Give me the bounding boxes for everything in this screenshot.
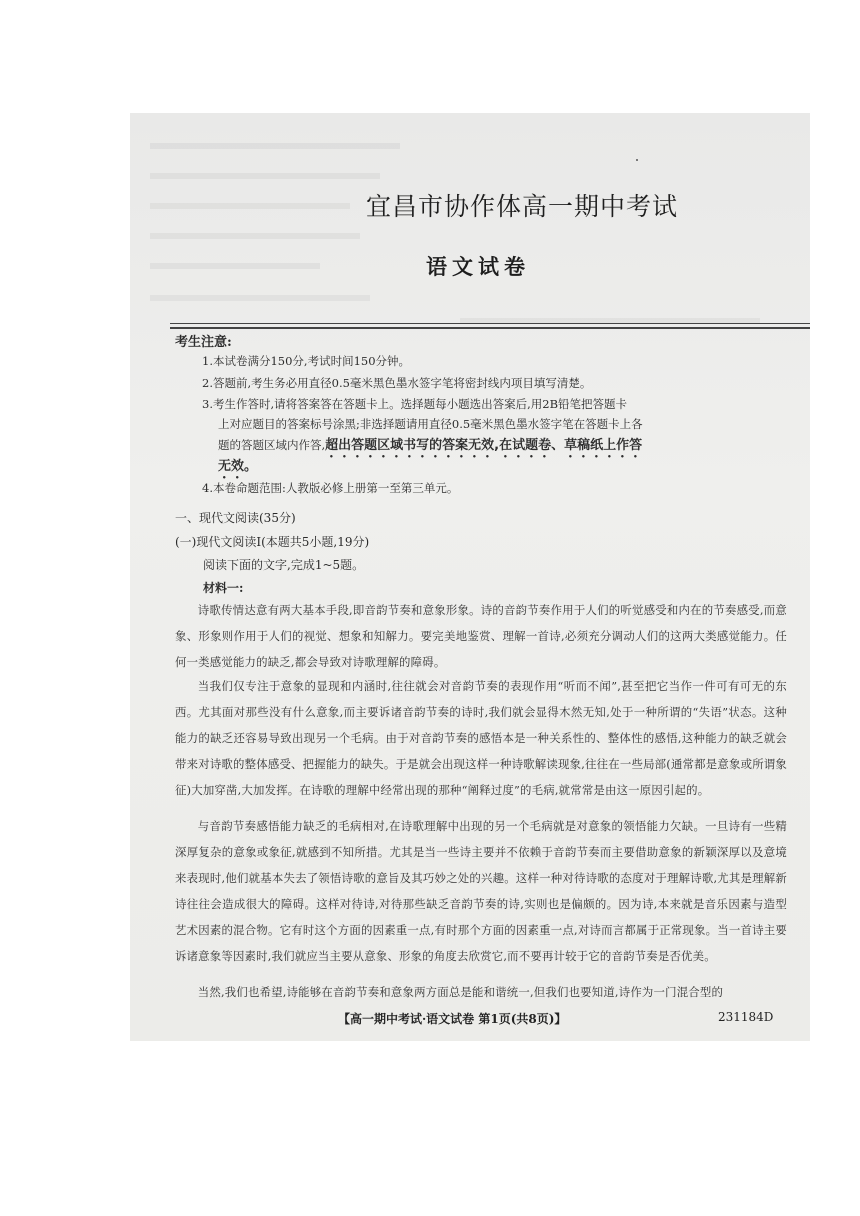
body-paragraph: 当然,我们也希望,诗能够在音韵节奏和意象两方面总是能和谐统一,但我们也要知道,诗作为一门混合型的 <box>197 985 724 999</box>
exam-sheet <box>130 113 810 1041</box>
body-paragraph: 当我们仅专注于意象的显现和内涵时,往往就会对音韵节奏的表现作用“听而不闻”,甚至把它当作一件可有可无的东西。尤其面对那些没有什么意象,而主要诉诸音韵节奏的诗时,我们就会显得木然无知,处于一种所谓的“失语”状态。这种能力的缺乏还容易导致出现另一个毛病。由于对音韵节奏的感悟本是一种关系性的、整体性的感悟,这种能力的缺乏就会带来对诗歌的整体感受、把握能力的缺失。于是就会出现这样一种诗歌解读现象,往往在一些局部(通常都是意象或所谓象征)大加穿凿,大加发挥。在诗歌的理解中经常出现的那种“阐释过度”的毛病,就常常是由这一原因引起的。 <box>175 679 787 797</box>
notice-item <box>218 455 257 482</box>
notice-heading: 考生注意: <box>175 335 232 350</box>
notice-item: 4.本卷命题范围:人教版必修上册第一至第三单元。 <box>202 481 459 495</box>
bleed-through-mark <box>150 143 400 149</box>
exam-title: 宜昌市协作体高一期中考试 <box>366 192 679 221</box>
bleed-through-mark <box>150 295 370 301</box>
body-paragraph: 诗歌传情达意有两大基本手段,即音韵节奏和意象形象。诗的音韵节奏作用于人们的听觉感受和内在的节奏感受,而意象、形象则作用于人们的视觉、想象和知解力。要完美地鉴赏、理解一首诗,必须充分调动人们的这两大类感觉能力。任何一类感觉能力的缺乏,都会导致对诗歌理解的障碍。 <box>175 603 787 669</box>
exam-code: 231184D <box>718 1010 774 1024</box>
bleed-through-mark <box>150 233 360 239</box>
print-dot <box>636 159 638 161</box>
notice-item-text: 题的答题区域内作答, <box>218 438 326 452</box>
notice-item: 3.考生作答时,请将答案答在答题卡上。选择题每小题选出答案后,用2B铅笔把答题卡 <box>202 397 628 411</box>
material-label: 材料一: <box>203 581 244 595</box>
header-rule-thick <box>170 327 810 329</box>
page-footer: 【高一期中考试·语文试卷 第1页(共8页)】 <box>338 1012 567 1026</box>
header-rule <box>170 323 810 324</box>
bleed-through-mark <box>150 203 350 209</box>
notice-item: 上对应题目的答案标号涂黑;非选择题请用直径0.5毫米黑色墨水签字笔在答题卡上各 <box>218 417 643 431</box>
notice-emphasis: 无效。 <box>218 459 258 474</box>
subsection-heading: (一)现代文阅读Ⅰ(本题共5小题,19分) <box>175 535 370 549</box>
bleed-through-mark <box>150 263 320 269</box>
exam-subtitle: 语文试卷 <box>426 254 530 279</box>
notice-item: 2.答题前,考生务必用直径0.5毫米黑色墨水签字笔将密封线内项目填写清楚。 <box>202 376 592 390</box>
notice-emphasis: 超出答题区域书写的答案无效,在试题卷、草稿纸上作答 <box>325 438 643 453</box>
notice-item <box>218 434 642 461</box>
notice-item: 1.本试卷满分150分,考试时间150分钟。 <box>202 354 411 368</box>
body-paragraph: 与音韵节奏感悟能力缺乏的毛病相对,在诗歌理解中出现的另一个毛病就是对意象的领悟能力欠缺。一旦诗有一些精深厚复杂的意象或象征,就感到不知所措。尤其是当一些诗主要并不依赖于音韵节奏而主要借助意象的新颖深厚以及意境来表现时,他们就基本失去了领悟诗歌的意旨及其巧妙之处的兴趣。这样一种对待诗歌的态度对于理解诗歌,尤其是理解新诗往往会造成很大的障碍。这样对待诗,对待那些缺乏音韵节奏的诗,实则也是偏颇的。因为诗,本来就是音乐因素与造型艺术因素的混合物。它有时这个方面的因素重一点,有时那个方面的因素重一点,对诗而言都属于正常现象。当一首诗主要诉诸意象等因素时,我们就应当主要从意象、形象的角度去欣赏它,而不要再计较于它的音韵节奏是否优美。 <box>175 819 787 963</box>
bleed-through-mark <box>150 173 380 179</box>
section-heading: 一、现代文阅读(35分) <box>175 511 296 525</box>
reading-instruction: 阅读下面的文字,完成1~5题。 <box>203 558 365 572</box>
